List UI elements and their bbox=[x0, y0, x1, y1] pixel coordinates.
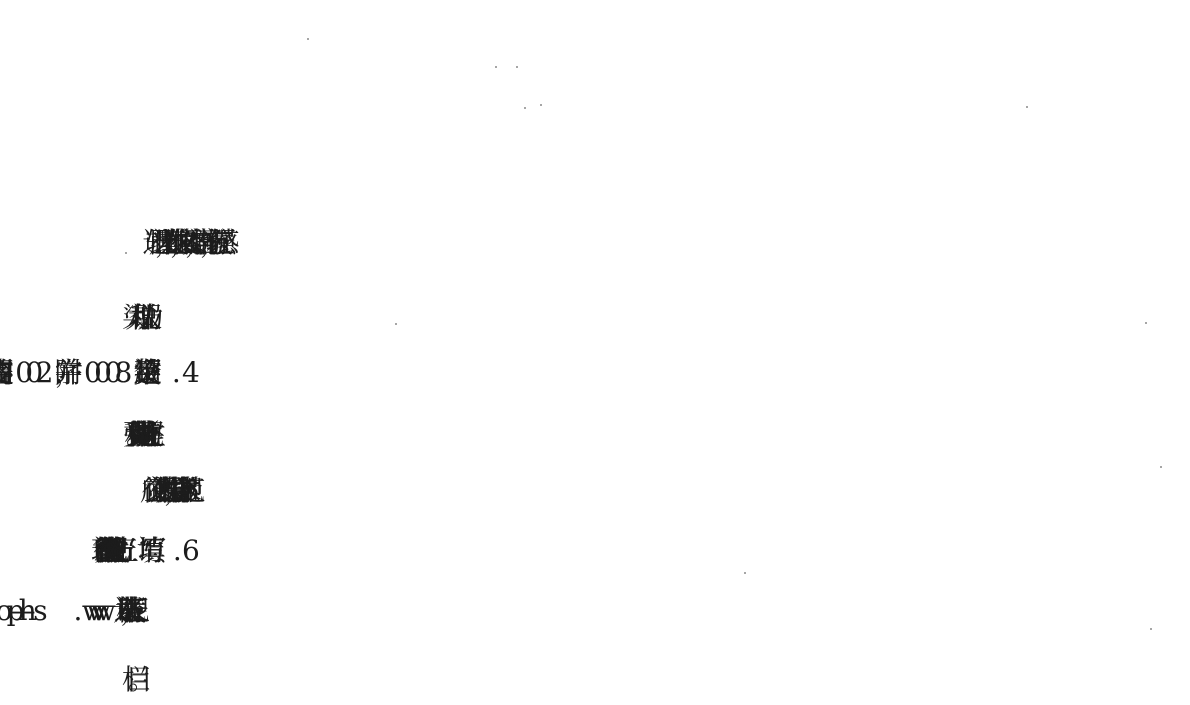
scan-speck bbox=[524, 107, 526, 109]
scan-speck bbox=[495, 66, 497, 68]
paragraph-3-line-1: 3. 逻辑严谨，表述准确，文风朴实，语言流畅，有较强感 bbox=[182, 226, 215, 259]
paragraph-4-line-1 bbox=[0, 348, 1190, 398]
paragraph-4-line-2: 引文和史料要注明出处（统一为文尾注）。 bbox=[122, 418, 128, 451]
paragraph-6-line-1 bbox=[0, 526, 1190, 576]
scan-speck bbox=[307, 38, 309, 40]
paragraph-6-line-2 bbox=[0, 586, 1190, 636]
scan-speck bbox=[540, 104, 542, 106]
paragraph-3-line-2: 染力和说服力。 bbox=[122, 301, 144, 334]
paragraph-5-line-1 bbox=[0, 466, 1190, 516]
scan-speck bbox=[516, 66, 518, 68]
scan-speck bbox=[1026, 106, 1028, 108]
paragraph-6-line-3: 栏目。 bbox=[122, 663, 132, 696]
